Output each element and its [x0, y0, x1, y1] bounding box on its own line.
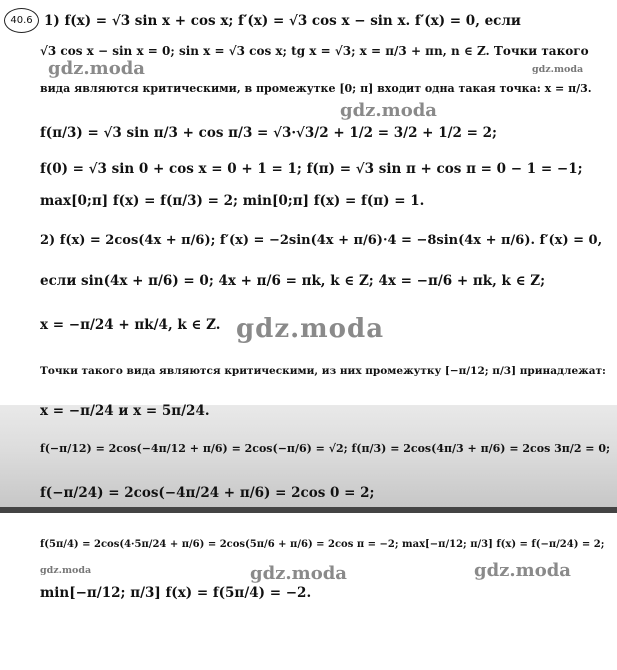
solution-line-14: f(5π/4) = 2cos(4·5π/24 + π/6) = 2cos(5π/6 + π/6) = 2cos π = −2; max[−π/12; π/3] f(x) = f(−π/24) = 2;	[40, 539, 605, 550]
solution-line-13: f(−π/24) = 2cos(−4π/24 + π/6) = 2cos 0 = 2;	[40, 485, 375, 501]
solution-line-5: f(0) = √3 sin 0 + cos x = 0 + 1 = 1; f(π) = √3 sin π + cos π = 0 − 1 = −1;	[40, 161, 583, 177]
solution-line-11: x = −π/24 и x = 5π/24.	[40, 403, 210, 419]
solution-line-8: если sin(4x + π/6) = 0; 4x + π/6 = πk, k ∈ Z; 4x = −π/6 + πk, k ∈ Z;	[40, 273, 546, 289]
solution-line-10: Точки такого вида являются критическими, из них промежутку [−π/12; π/3] принадлежат:	[40, 365, 606, 377]
solution-line-1: 1) f(x) = √3 sin x + cos x; f′(x) = √3 cos x − sin x. f′(x) = 0, если	[44, 13, 521, 29]
watermark: gdz.moda	[48, 58, 145, 79]
solution-line-3: вида являются критическими, в промежутке [0; π] входит одна такая точка: x = π/3.	[40, 82, 592, 95]
problem-number-circle	[4, 8, 39, 33]
watermark: gdz.moda	[532, 64, 584, 75]
solution-line-9: x = −π/24 + πk/4, k ∈ Z.	[40, 317, 221, 333]
solution-line-12: f(−π/12) = 2cos(−4π/12 + π/6) = 2cos(−π/6) = √2; f(π/3) = 2cos(4π/3 + π/6) = 2cos 3π/2 = 0;	[40, 442, 611, 455]
watermark: gdz.moda	[40, 565, 92, 576]
solution-line-2: √3 cos x − sin x = 0; sin x = √3 cos x; tg x = √3; x = π/3 + πn, n ∈ Z. Точки такого	[40, 44, 589, 58]
watermark: gdz.moda	[250, 563, 347, 584]
watermark: gdz.moda	[340, 100, 437, 121]
solution-line-7: 2) f(x) = 2cos(4x + π/6); f′(x) = −2sin(4x + π/6)·4 = −8sin(4x + π/6). f′(x) = 0,	[40, 233, 603, 248]
problem-number: 40.6	[10, 15, 33, 26]
watermark: gdz.moda	[236, 314, 385, 344]
solution-line-15: min[−π/12; π/3] f(x) = f(5π/4) = −2.	[40, 585, 312, 601]
watermark: gdz.moda	[474, 560, 571, 581]
solution-line-4: f(π/3) = √3 sin π/3 + cos π/3 = √3·√3/2 + 1/2 = 3/2 + 1/2 = 2;	[40, 125, 497, 141]
page-separator	[0, 507, 617, 513]
solution-line-6: max[0;π] f(x) = f(π/3) = 2; min[0;π] f(x) = f(π) = 1.	[40, 193, 425, 209]
